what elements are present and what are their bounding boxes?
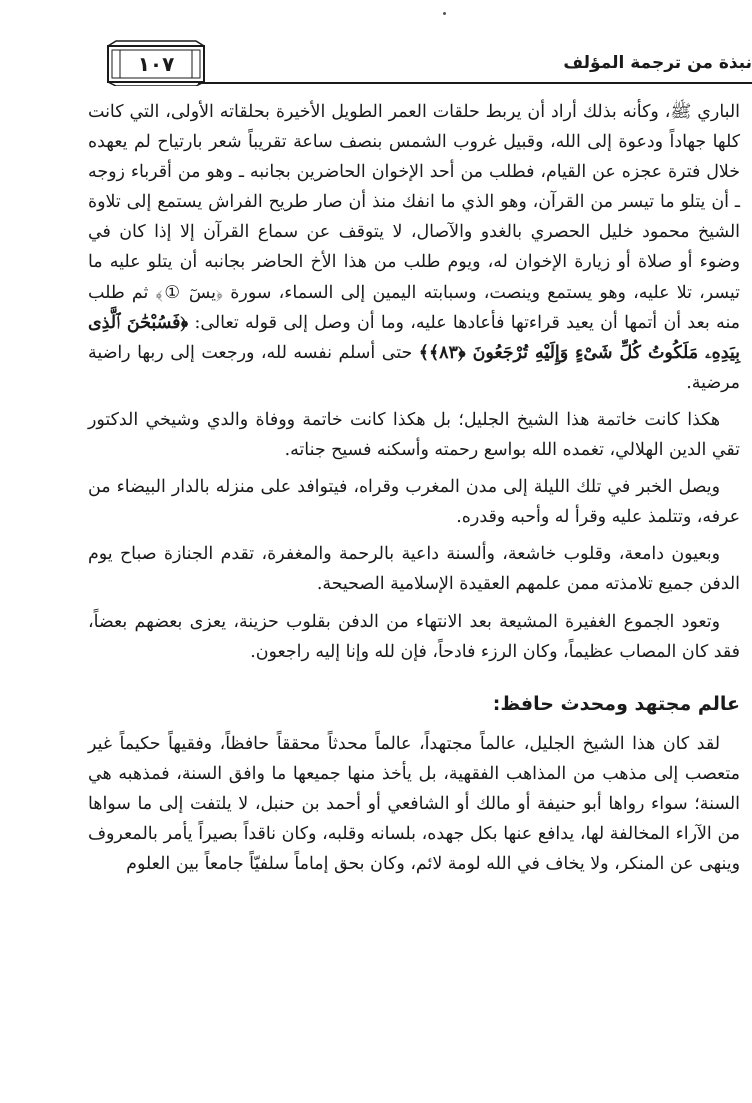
- paragraph-4: وبعيون دامعة، وقلوب خاشعة، وألسنة داعية بالرحمة والمغفرة، تقدم الجنازة صباح يوم الدفن جميع تلامذته ممن علمهم العقيدة الإسلامية الصحيحة.: [88, 544, 740, 595]
- scan-dot: [443, 12, 446, 15]
- section-heading: عالم مجتهد ومحدث حافظ:: [492, 692, 740, 715]
- header-rule: [198, 82, 752, 84]
- paragraph-1-text: الباري ﷺ، وكأنه بذلك أراد أن يربط حلقات العمر الطويل الأخيرة بحلقاته الأولى، التي كانت كلها جهاداً ودعوة إلى الله، وقبيل غروب الشمس بنصف ساعة تقريباً شعر بارتياح لم يعهده خلال فترة عجزه عن القيام، فطلب من أحد الإخوان الحاضرين بجانبه ـ وهو من أقرباء زوجه ـ أن يتلو ما تيسر من القرآن، وهو الذي ما انفك منذ أن صار طريح الفراش يستمع إلى تلاوة الشيخ محمود خليل الحصري بالغدو والآصال، لا يتوقف عن سماع القرآن إلا إذا كان في وضوء أو صلاة أو زيارة الإخوان له، ويوم طلب من هذا الأخ الحاضر بجانبه أن يتلو عليه ما تيسر، تلا عليه، وهو يستمع وينصت، وسبابته اليمين إلى السماء، سورة ﴿يسٓ ①﴾ ثم طلب منه بعد أن أتمها أن يعيد قراءتها فأعادها عليه، وما أن وصل إلى قوله تعالى:: [88, 102, 741, 333]
- running-title: نبذة من ترجمة المؤلف: [563, 53, 752, 73]
- page-number: ١٠٧: [137, 52, 175, 76]
- page-body: [88, 97, 740, 886]
- section-paragraph: لقد كان هذا الشيخ الجليل، عالماً مجتهداً، عالماً محدثاً محققاً حافظاً، وفقيهاً حكيماً غير متعصب إلى مذهب من المذاهب الفقهية، بل يأخذ منها جميعها ما وافق السنة، فمذهبه هي السنة؛ سواء رواها أبو حنيفة أو مالك أو الشافعي أو أحمد بن حنبل، لا يلتفت إلى ما سواها من الآراء المخالفة لها، يدافع عنها بكل جهده، بلسانه وقلبه، وكان ناقداً بصيراً يأمر بالمعروف وينهى عن المنكر، ولا يخاف في الله لومة لائم، وكان بحق إماماً سلفيّاً جامعاً بين العلوم: [88, 733, 740, 875]
- quran-verse: ﴿فَسُبْحَٰنَ ٱلَّذِى بِيَدِهِۦ مَلَكُوتُ كُلِّ شَىْءٍ وَإِلَيْهِ تُرْجَعُونَ ﴿٨٣﴾﴾: [88, 312, 741, 363]
- paragraph-3: ويصل الخبر في تلك الليلة إلى مدن المغرب وقراه، فيتوافد على منزله بالدار البيضاء من عرفه، وتتلمذ عليه وقرأ له وأحبه وقدره.: [88, 477, 740, 528]
- paragraph-2: هكذا كانت خاتمة هذا الشيخ الجليل؛ بل هكذا كانت خاتمة ووفاة والدي وشيخي الدكتور تقي الدين الهلالي، تغمده الله بواسع رحمته وأسكنه فسيح جناته.: [88, 409, 740, 461]
- paragraph-1-end: حتى أسلم نفسه لله، ورجعت إلى ربها راضية مرضية.: [88, 342, 740, 393]
- paragraph-1: [88, 97, 740, 398]
- paragraph-5: وتعود الجموع الغفيرة المشيعة بعد الانتهاء من الدفن بقلوب حزينة، يعزى بعضهم بعضاً، فقد كان المصاب عظيماً، وكان الرزء فادحاً، فإن لله وإنا إليه راجعون.: [88, 611, 740, 662]
- page-number-frame: [106, 40, 206, 86]
- page-header: [88, 38, 752, 94]
